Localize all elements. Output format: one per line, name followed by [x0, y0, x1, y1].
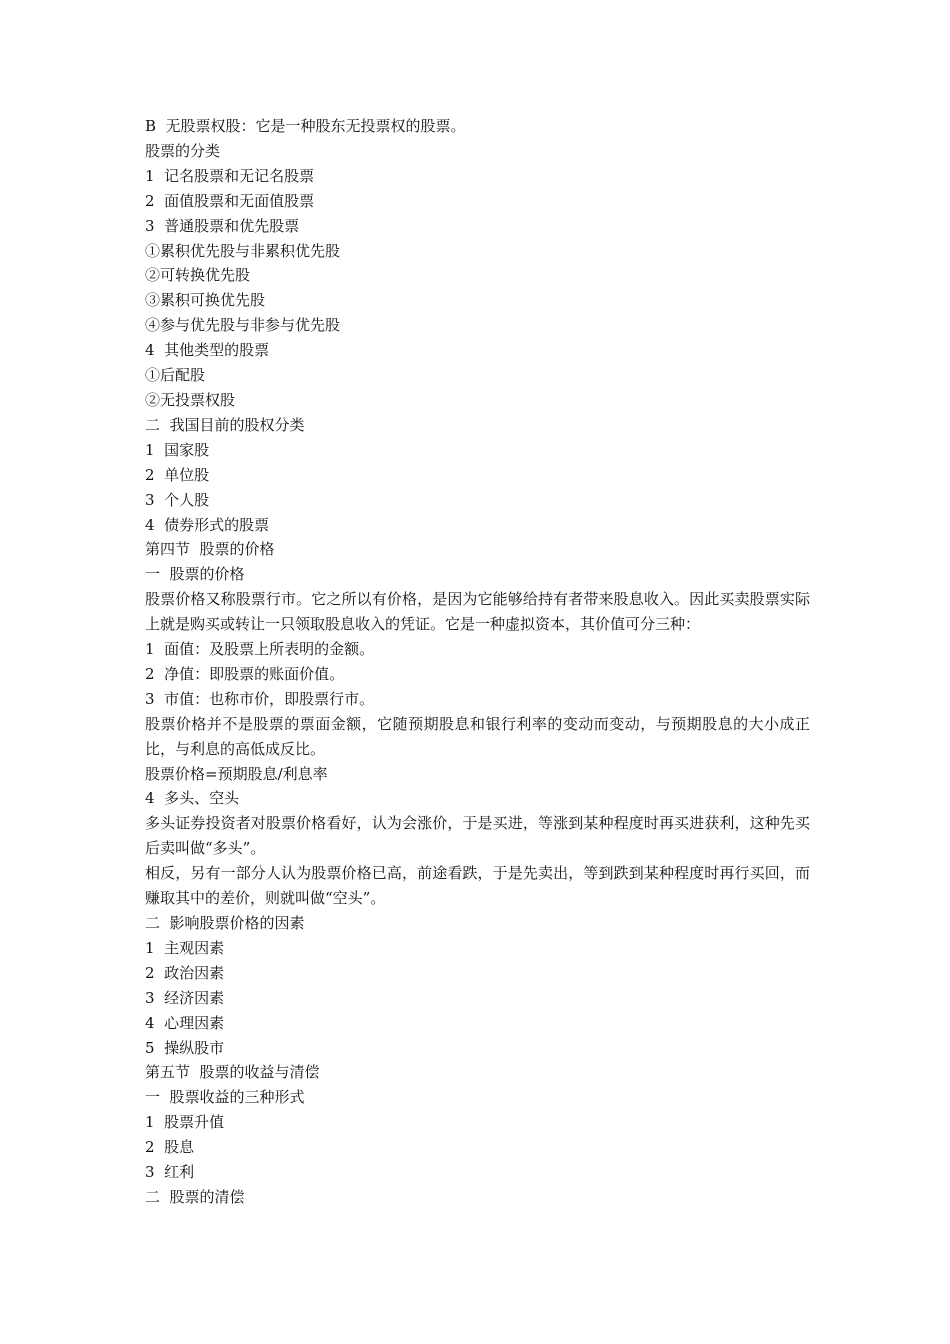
list-item: ②可转换优先股 — [145, 266, 251, 285]
section-heading: 二 我国目前的股权分类 — [145, 415, 305, 434]
list-item: 2 单位股 — [145, 465, 210, 484]
chapter-heading: 第四节 股票的价格 — [145, 540, 275, 559]
text-line: B 无股票权股：它是一种股东无投票权的股票。 — [145, 117, 466, 135]
list-item: 3 个人股 — [145, 490, 210, 509]
paragraph-long: 多头证券投资者对股票价格看好，认为会涨价，于是买进，等涨到某种程度时再买进获利，这种先买后卖叫做“多头”。 — [145, 814, 810, 858]
section-heading: 股票的分类 — [145, 141, 221, 160]
list-item: 3 经济因素 — [145, 988, 225, 1007]
paragraph-short: 相反，另有一部分人认为股票价格已高，前途看跌，于是先卖出，等到跌到某种程度时再行买回，而赚取其中的差价，则就叫做“空头”。 — [145, 864, 810, 908]
formula-line: 股票价格=预期股息/利息率 — [145, 764, 328, 783]
list-item: 3 市值：也称市价，即股票行市。 — [145, 689, 375, 708]
list-item: 4 其他类型的股票 — [145, 341, 270, 360]
chapter-heading: 第五节 股票的收益与清偿 — [145, 1063, 320, 1082]
list-item: 2 股息 — [145, 1138, 195, 1157]
list-item: ④参与优先股与非参与优先股 — [145, 316, 341, 335]
list-item: 1 国家股 — [145, 440, 210, 459]
list-item: 5 操纵股市 — [145, 1038, 225, 1057]
paragraph-price-definition: 股票价格又称股票行市。它之所以有价格，是因为它能够给持有者带来股息收入。因此买卖股票实际上就是购买或转让一只领取股息收入的凭证。它是一种虚拟资本，其价值可分三种： — [145, 590, 810, 634]
list-item: ①后配股 — [145, 366, 206, 385]
list-item: 2 净值：即股票的账面价值。 — [145, 664, 345, 683]
list-item: ①累积优先股与非累积优先股 — [145, 241, 341, 260]
list-item: 2 政治因素 — [145, 963, 225, 982]
list-item: 2 面值股票和无面值股票 — [145, 191, 315, 210]
list-item: ③累积可换优先股 — [145, 291, 266, 310]
section-heading: 一 股票的价格 — [145, 565, 245, 584]
section-heading: 二 股票的清偿 — [145, 1187, 245, 1206]
list-item: 1 面值：及股票上所表明的金额。 — [145, 640, 375, 659]
list-item: 3 普通股票和优先股票 — [145, 216, 300, 235]
list-item: 4 债券形式的股票 — [145, 515, 270, 534]
document-body — [145, 114, 810, 1210]
section-heading: 一 股票收益的三种形式 — [145, 1088, 305, 1107]
paragraph-price-note: 股票价格并不是股票的票面金额，它随预期股息和银行利率的变动而变动，与预期股息的大小成正比，与利息的高低成反比。 — [145, 714, 810, 758]
list-item: 1 记名股票和无记名股票 — [145, 166, 315, 185]
list-item: 1 股票升值 — [145, 1113, 225, 1132]
list-item: 1 主观因素 — [145, 938, 225, 957]
section-heading: 二 影响股票价格的因素 — [145, 914, 305, 932]
list-item: 3 红利 — [145, 1163, 195, 1182]
list-item: 4 多头、空头 — [145, 789, 240, 808]
list-item: ②无投票权股 — [145, 390, 236, 409]
list-item: 4 心理因素 — [145, 1013, 225, 1032]
